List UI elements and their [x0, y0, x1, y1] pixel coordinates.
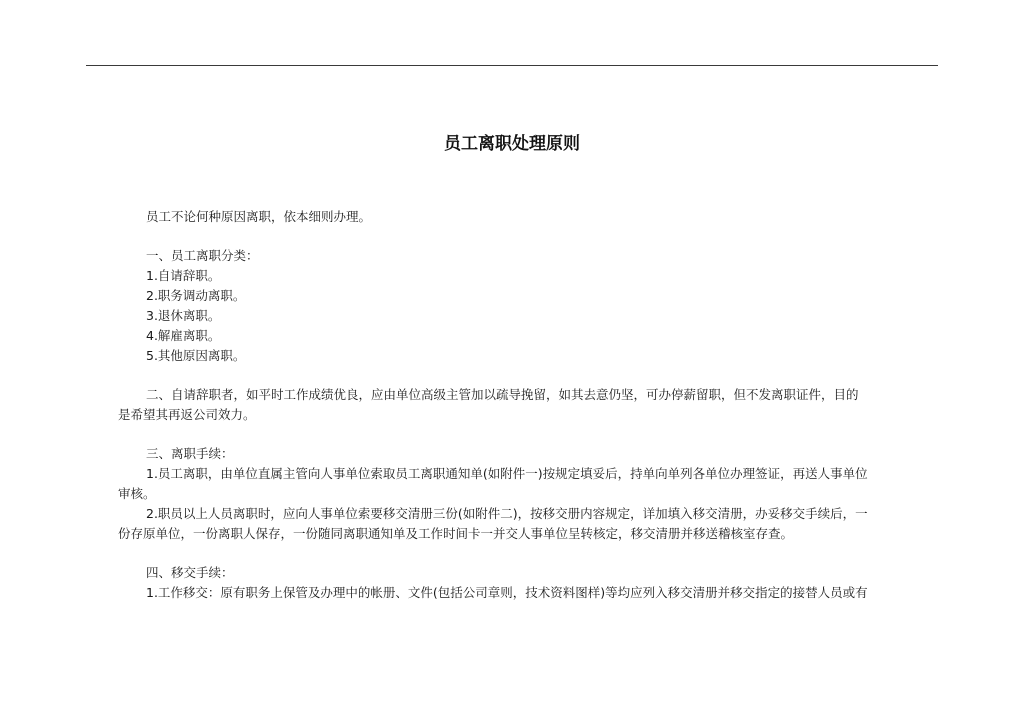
header-rule [86, 65, 938, 66]
section-heading: 三、离职手续： [146, 446, 234, 461]
list-item: 4.解雇离职。 [146, 328, 221, 343]
list-item: 1.自请辞职。 [146, 268, 221, 283]
paragraph-line: 审核。 [118, 486, 156, 501]
paragraph-line: 份存原单位，一份离职人保存，一份随同离职通知单及工作时间卡一并交人事单位呈转核定，移交清册并移送稽核室存查。 [118, 526, 794, 541]
section-resignation [118, 385, 918, 425]
intro-paragraph: 员工不论何种原因离职，依本细则办理。 [146, 209, 372, 224]
list-item: 2.职务调动离职。 [146, 288, 246, 303]
section-handover [118, 563, 918, 603]
section-procedures [118, 444, 918, 544]
list-item: 5.其他原因离职。 [146, 348, 246, 363]
paragraph-line: 2.职员以上人员离职时，应向人事单位索要移交清册三份(如附件二)，按移交册内容规定，详加填入移交清册，办妥移交手续后，一 [146, 506, 868, 521]
paragraph-line: 1.员工离职，由单位直属主管向人事单位索取员工离职通知单(如附件一)按规定填妥后，持单向单列各单位办理签证，再送人事单位 [146, 466, 868, 481]
section-heading: 一、员工离职分类： [146, 248, 259, 263]
section-classification [118, 246, 918, 366]
paragraph-line: 1.工作移交：原有职务上保管及办理中的帐册、文件(包括公司章则，技术资料图样)等均应列入移交清册并移交指定的接替人员或有 [146, 585, 868, 600]
document-body [118, 207, 918, 603]
document-title: 员工离职处理原则 [444, 134, 580, 154]
list-item: 3.退休离职。 [146, 308, 221, 323]
section-heading: 四、移交手续： [146, 565, 234, 580]
paragraph-line: 二、自请辞职者，如平时工作成绩优良，应由单位高级主管加以疏导挽留，如其去意仍坚，可办停薪留职，但不发离职证件，目的 [146, 387, 859, 402]
paragraph-line: 是希望其再返公司效力。 [118, 407, 256, 422]
